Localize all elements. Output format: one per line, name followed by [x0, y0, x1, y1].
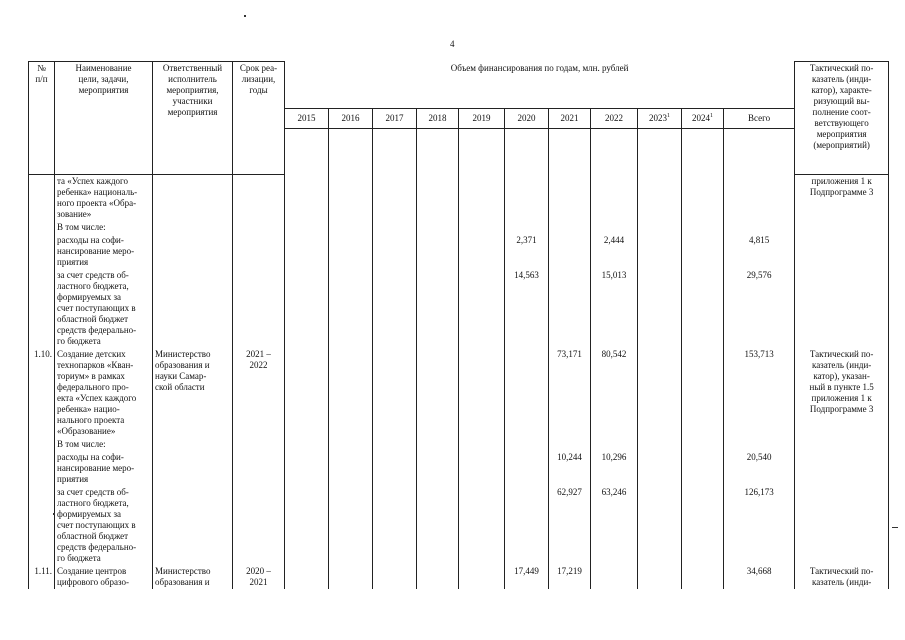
funding-table: [28, 61, 889, 589]
value-cell-2015: [285, 175, 329, 222]
row-total: 126,173: [724, 486, 795, 565]
value-cell-2020: 14,563: [505, 269, 549, 348]
table-row: [29, 438, 889, 451]
value-cell-2016: [329, 221, 373, 234]
total-header: Всего: [724, 108, 795, 128]
row-indicator: [795, 234, 889, 269]
value-cell-2022: 15,013: [591, 269, 638, 348]
row-name: та «Успех каждого ребенка» националь- ного проекта «Обра- зование»: [55, 175, 153, 222]
row-name: Создание детских технопарков «Кван- ториум» в рамках федерального про- екта «Успех каждого ребенка» нацио- нального проекта «Образование»: [55, 348, 153, 438]
value-cell-2020: 2,371: [505, 234, 549, 269]
row-number: [29, 486, 55, 565]
row-total: [724, 438, 795, 451]
value-cell-2019: [459, 175, 505, 222]
value-cell-2018: [417, 234, 459, 269]
row-number: 1.10.: [29, 348, 55, 438]
year-header-2016: 2016: [329, 108, 373, 128]
value-cell-2017: [373, 486, 417, 565]
table-row: [29, 486, 889, 565]
value-cell-2023: [638, 221, 682, 234]
value-cell-2023: [638, 234, 682, 269]
value-cell-2020: [505, 221, 549, 234]
value-cell-2018: [417, 221, 459, 234]
value-cell-2019: [459, 269, 505, 348]
header-indicator: Тактический по- казатель (инди- катор), характе- ризующий вы- полнение соот- ветствующего мероприятия (мероприятий): [795, 62, 889, 175]
value-cell-2021: 62,927: [549, 486, 591, 565]
value-cell-2022: [591, 565, 638, 589]
row-period: [233, 486, 285, 565]
value-cell-2024: [682, 486, 724, 565]
header-spacer-cell: [682, 128, 724, 175]
value-cell-2017: [373, 348, 417, 438]
value-cell-2016: [329, 438, 373, 451]
value-cell-2018: [417, 486, 459, 565]
scan-speck: [53, 513, 55, 515]
header-spacer-cell: [373, 128, 417, 175]
value-cell-2024: [682, 234, 724, 269]
value-cell-2018: [417, 348, 459, 438]
value-cell-2020: [505, 486, 549, 565]
value-cell-2021: [549, 438, 591, 451]
value-cell-2024: [682, 269, 724, 348]
row-indicator: Тактический по- казатель (инди- катор), указан- ный в пункте 1.5 приложения 1 к Подпрограмме 3: [795, 348, 889, 438]
row-indicator: [795, 221, 889, 234]
year-header-2020: 2020: [505, 108, 549, 128]
row-total: 4,815: [724, 234, 795, 269]
value-cell-2019: [459, 451, 505, 486]
row-number: 1.11.: [29, 565, 55, 589]
value-cell-2016: [329, 348, 373, 438]
value-cell-2020: [505, 175, 549, 222]
year-header-2023: 2023$^1$: [638, 108, 682, 128]
row-name: Создание центров цифрового образо-: [55, 565, 153, 589]
value-cell-2015: [285, 234, 329, 269]
value-cell-2021: 17,219: [549, 565, 591, 589]
value-cell-2023: [638, 486, 682, 565]
row-responsible: [153, 486, 233, 565]
value-cell-2019: [459, 234, 505, 269]
value-cell-2022: 2,444: [591, 234, 638, 269]
value-cell-2017: [373, 175, 417, 222]
value-cell-2015: [285, 486, 329, 565]
value-cell-2020: [505, 451, 549, 486]
table-row: [29, 565, 889, 589]
row-total: [724, 175, 795, 222]
value-cell-2023: [638, 565, 682, 589]
row-number: [29, 438, 55, 451]
row-indicator: [795, 451, 889, 486]
value-cell-2015: [285, 269, 329, 348]
value-cell-2021: [549, 221, 591, 234]
row-period: [233, 269, 285, 348]
value-cell-2016: [329, 175, 373, 222]
value-cell-2017: [373, 565, 417, 589]
value-cell-2021: 10,244: [549, 451, 591, 486]
row-indicator: приложения 1 к Подпрограмме 3: [795, 175, 889, 222]
year-header-2018: 2018: [417, 108, 459, 128]
value-cell-2022: [591, 438, 638, 451]
row-responsible: [153, 451, 233, 486]
header-responsible: Ответственный исполнитель мероприятия, участники мероприятия: [153, 62, 233, 175]
value-cell-2024: [682, 438, 724, 451]
table-header: [29, 62, 889, 175]
value-cell-2023: [638, 348, 682, 438]
value-cell-2023: [638, 438, 682, 451]
row-number: [29, 175, 55, 222]
row-name: расходы на софи- нансирование меро- приятия: [55, 234, 153, 269]
row-responsible: [153, 175, 233, 222]
header-no: № п/п: [29, 62, 55, 175]
header-spacer-cell: [591, 128, 638, 175]
table-row: [29, 175, 889, 222]
row-total: [724, 221, 795, 234]
page-number: 4: [450, 39, 455, 49]
value-cell-2021: [549, 234, 591, 269]
row-number: [29, 451, 55, 486]
value-cell-2017: [373, 221, 417, 234]
value-cell-2020: [505, 348, 549, 438]
value-cell-2018: [417, 438, 459, 451]
header-spacer-cell: [329, 128, 373, 175]
value-cell-2024: [682, 348, 724, 438]
value-cell-2021: 73,171: [549, 348, 591, 438]
header-spacer-cell: [459, 128, 505, 175]
row-period: [233, 438, 285, 451]
header-spacer-cell: [505, 128, 549, 175]
row-number: [29, 221, 55, 234]
value-cell-2021: [549, 175, 591, 222]
table-row: [29, 234, 889, 269]
value-cell-2020: [505, 438, 549, 451]
value-cell-2015: [285, 451, 329, 486]
row-number: [29, 269, 55, 348]
value-cell-2019: [459, 565, 505, 589]
row-responsible: [153, 438, 233, 451]
value-cell-2024: [682, 221, 724, 234]
row-total: 20,540: [724, 451, 795, 486]
header-name: Наименование цели, задачи, мероприятия: [55, 62, 153, 175]
year-header-2019: 2019: [459, 108, 505, 128]
table-body: [29, 175, 889, 590]
value-cell-2022: [591, 221, 638, 234]
row-responsible: [153, 269, 233, 348]
value-cell-2024: [682, 175, 724, 222]
value-cell-2017: [373, 269, 417, 348]
row-indicator: [795, 269, 889, 348]
row-total: 34,668: [724, 565, 795, 589]
footnote-marker: 1: [667, 112, 670, 119]
value-cell-2017: [373, 451, 417, 486]
year-header-2015: 2015: [285, 108, 329, 128]
value-cell-2022: [591, 175, 638, 222]
year-header-2022: 2022: [591, 108, 638, 128]
value-cell-2018: [417, 269, 459, 348]
row-indicator: [795, 438, 889, 451]
header-spacer-cell: [549, 128, 591, 175]
scan-speck: [244, 15, 246, 17]
row-name: за счет средств об- ластного бюджета, формируемых за счет поступающих в областной бюджет средств федерально- го бюджета: [55, 269, 153, 348]
value-cell-2019: [459, 348, 505, 438]
row-period: [233, 221, 285, 234]
table-row: [29, 451, 889, 486]
row-period: [233, 175, 285, 222]
value-cell-2018: [417, 565, 459, 589]
table-row: [29, 269, 889, 348]
row-name: В том числе:: [55, 221, 153, 234]
value-cell-2022: 10,296: [591, 451, 638, 486]
value-cell-2015: [285, 438, 329, 451]
scan-speck: [892, 527, 898, 528]
value-cell-2016: [329, 565, 373, 589]
value-cell-2016: [329, 486, 373, 565]
value-cell-2017: [373, 234, 417, 269]
value-cell-2023: [638, 175, 682, 222]
row-name: за счет средств об- ластного бюджета, формируемых за счет поступающих в областной бюджет средств федерально- го бюджета: [55, 486, 153, 565]
value-cell-2024: [682, 451, 724, 486]
row-total: 153,713: [724, 348, 795, 438]
row-total: 29,576: [724, 269, 795, 348]
row-period: [233, 451, 285, 486]
header-period: Срок реа- лизации, годы: [233, 62, 285, 175]
row-name: В том числе:: [55, 438, 153, 451]
value-cell-2023: [638, 269, 682, 348]
header-spacer-cell: [285, 128, 329, 175]
header-spacer-cell: [417, 128, 459, 175]
row-responsible: Министерство образования и: [153, 565, 233, 589]
row-period: 2020 – 2021: [233, 565, 285, 589]
row-responsible: Министерство образования и науки Самар- ской области: [153, 348, 233, 438]
row-indicator: [795, 486, 889, 565]
value-cell-2020: 17,449: [505, 565, 549, 589]
value-cell-2019: [459, 221, 505, 234]
value-cell-2016: [329, 269, 373, 348]
header-funding: Объем финансирования по годам, млн. рублей: [285, 62, 795, 109]
year-header-2024: 2024$^1$: [682, 108, 724, 128]
value-cell-2015: [285, 348, 329, 438]
row-number: [29, 234, 55, 269]
value-cell-2018: [417, 451, 459, 486]
value-cell-2017: [373, 438, 417, 451]
row-responsible: [153, 234, 233, 269]
value-cell-2015: [285, 565, 329, 589]
year-header-2017: 2017: [373, 108, 417, 128]
year-header-2021: 2021: [549, 108, 591, 128]
header-spacer-cell: [724, 128, 795, 175]
table-row: [29, 221, 889, 234]
value-cell-2019: [459, 438, 505, 451]
header-spacer-cell: [638, 128, 682, 175]
value-cell-2015: [285, 221, 329, 234]
value-cell-2022: 80,542: [591, 348, 638, 438]
table-row: [29, 348, 889, 438]
value-cell-2021: [549, 269, 591, 348]
row-period: 2021 – 2022: [233, 348, 285, 438]
value-cell-2016: [329, 451, 373, 486]
row-name: расходы на софи- нансирование меро- приятия: [55, 451, 153, 486]
row-responsible: [153, 221, 233, 234]
value-cell-2018: [417, 175, 459, 222]
value-cell-2016: [329, 234, 373, 269]
value-cell-2024: [682, 565, 724, 589]
value-cell-2022: 63,246: [591, 486, 638, 565]
value-cell-2023: [638, 451, 682, 486]
footnote-marker: 1: [710, 112, 713, 119]
value-cell-2019: [459, 486, 505, 565]
row-period: [233, 234, 285, 269]
row-indicator: Тактический по- казатель (инди-: [795, 565, 889, 589]
